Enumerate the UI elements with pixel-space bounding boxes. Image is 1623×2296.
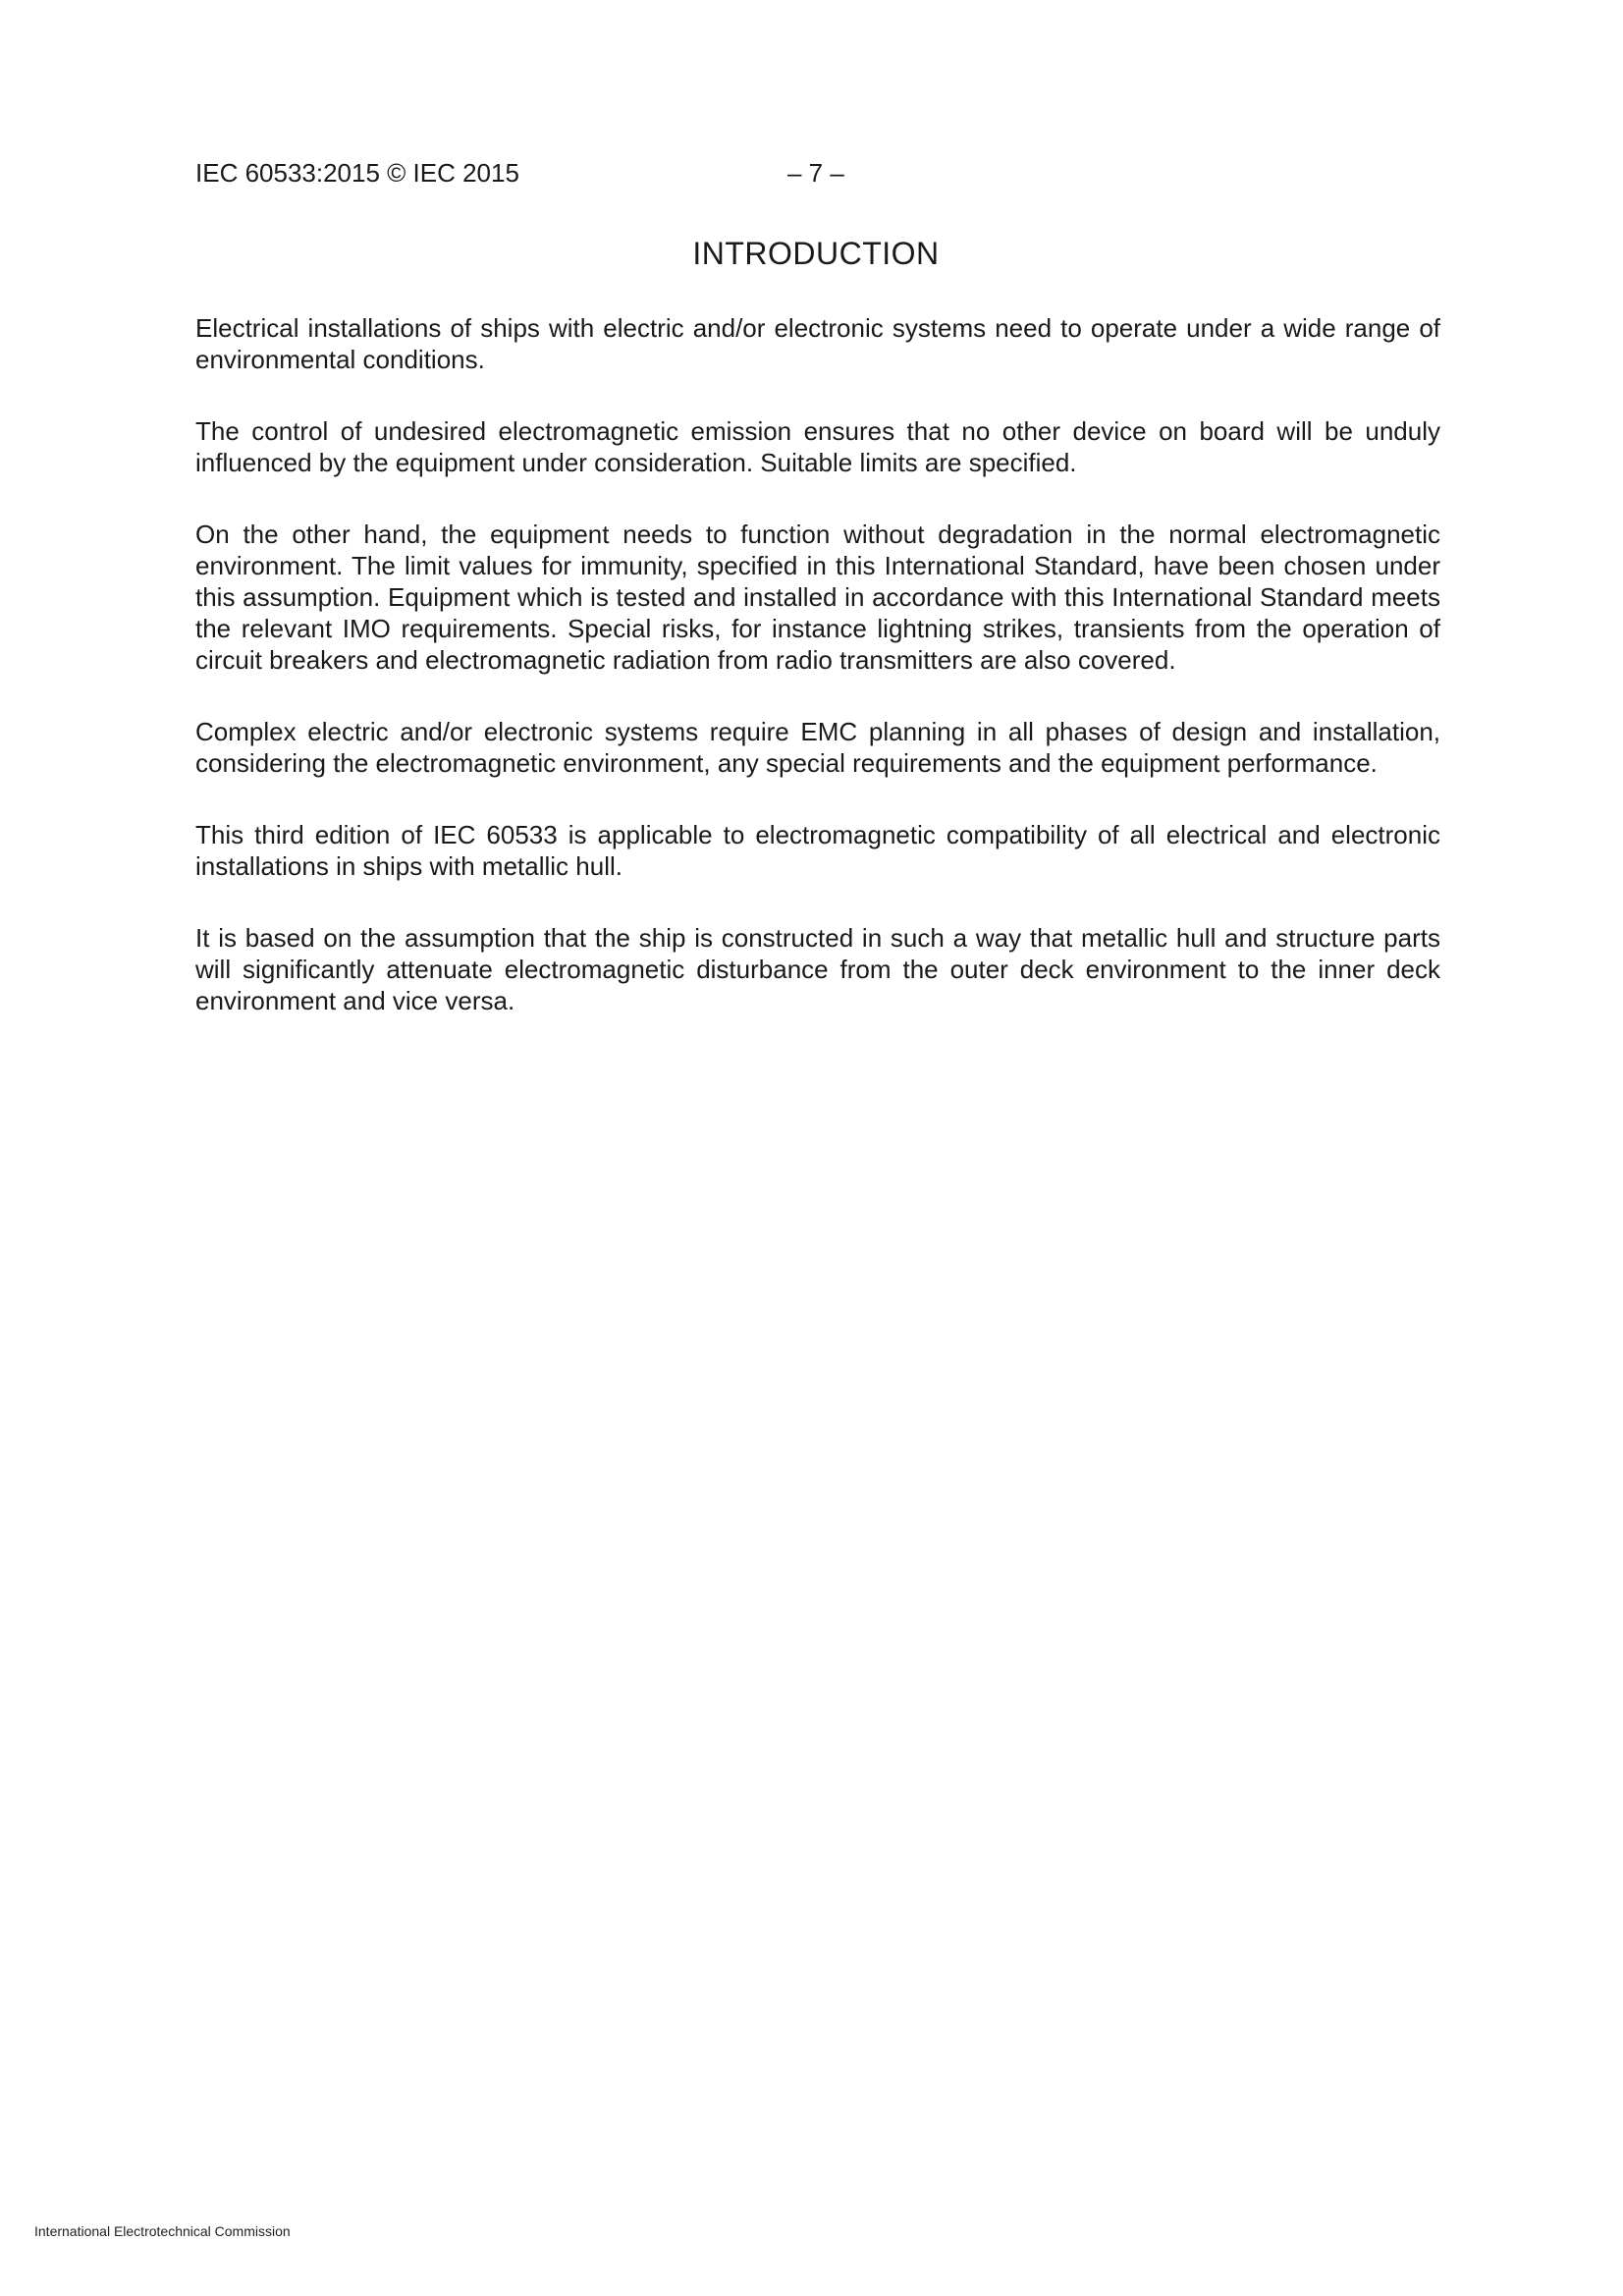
paragraph: Complex electric and/or electronic systems require EMC planning in all phases of design and installation, considering the electromagnetic environment, any special requirements and the equipment performance.	[195, 717, 1440, 778]
document-reference: IEC 60533:2015 © IEC 2015	[195, 158, 519, 188]
introduction-body	[195, 312, 1440, 1057]
paragraph: The control of undesired electromagnetic emission ensures that no other device on board will be unduly influenced by the equipment under consideration. Suitable limits are specified.	[195, 416, 1440, 477]
paragraph: Electrical installations of ships with electric and/or electronic systems need to operate under a wide range of environmental conditions.	[195, 313, 1440, 374]
footer-publisher: International Electrotechnical Commission	[34, 2223, 291, 2239]
page-number: – 7 –	[787, 158, 844, 188]
paragraph: On the other hand, the equipment needs to function without degradation in the normal electromagnetic environment. The limit values for immunity, specified in this International Standard, have been chosen under this assumption. Equipment which is tested and installed in accordance with this International Standard meets the relevant IMO requirements. Special risks, for instance lightning strikes, transients from the operation of circuit breakers and electromagnetic radiation from radio transmitters are also covered.	[195, 519, 1440, 675]
section-title: INTRODUCTION	[692, 236, 940, 271]
paragraph: It is based on the assumption that the ship is constructed in such a way that metallic hull and structure parts will significantly attenuate electromagnetic disturbance from the outer deck environment to the inner deck environment and vice versa.	[195, 923, 1440, 1015]
paragraph: This third edition of IEC 60533 is applicable to electromagnetic compatibility of all electrical and electronic installations in ships with metallic hull.	[195, 820, 1440, 881]
